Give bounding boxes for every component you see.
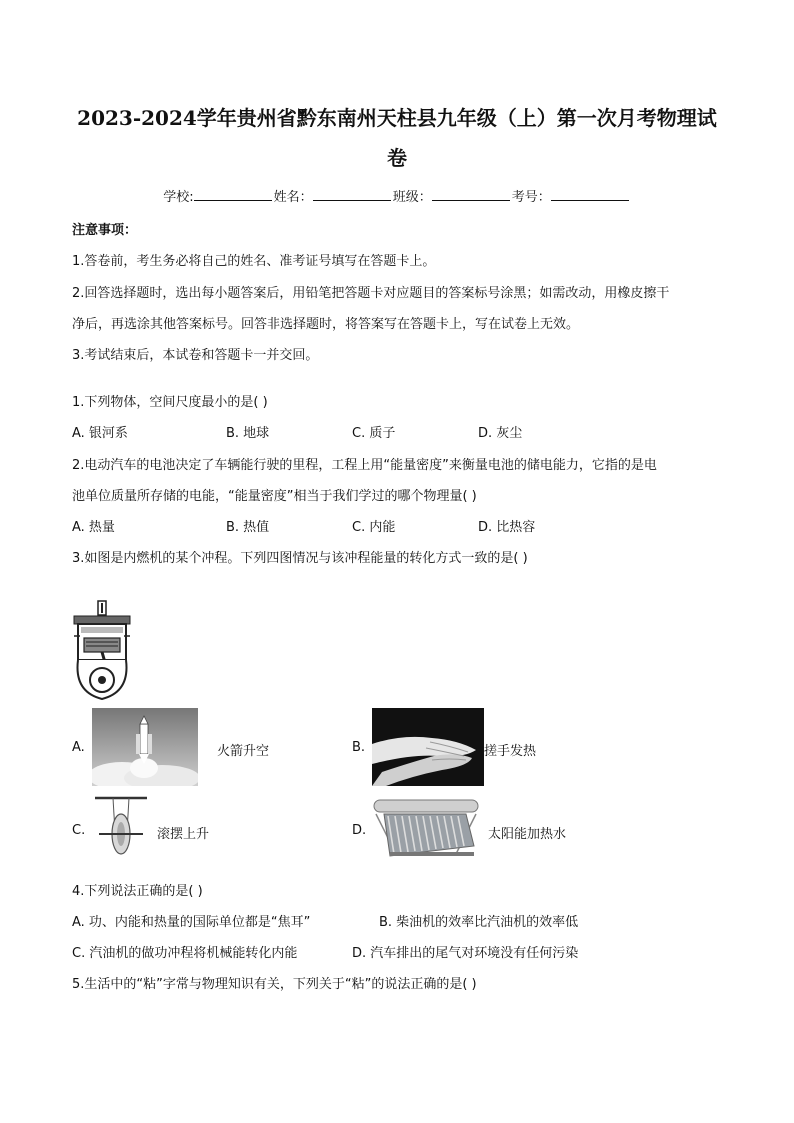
title-line-2: 卷	[387, 146, 407, 170]
note-2-line-1: 2.回答选择题时，选出每小题答案后，用铅笔把答题卡对应题目的答案标号涂黑；如需改动，用橡皮擦干	[72, 286, 670, 301]
q3-option-b-caption: 搓手发热	[484, 744, 537, 759]
student-info-row	[0, 186, 794, 205]
q2-stem-line-2: 池单位质量所存储的电能，“能量密度”相当于我们学过的哪个物理量( )	[72, 489, 477, 504]
note-3: 3.考试结束后，本试卷和答题卡一并交回。	[72, 348, 319, 363]
note-2-line-2: 净后，再选涂其他答案标号。回答非选择题时，将答案写在答题卡上，写在试卷上无效。	[72, 317, 580, 332]
title-line-1: 2023-2024学年贵州省黔东南州天柱县九年级（上）第一次月考物理试	[77, 106, 717, 130]
engine-stroke-figure	[70, 600, 136, 702]
class-blank[interactable]	[432, 188, 510, 201]
school-blank[interactable]	[194, 188, 272, 201]
q2-option-d: D. 比热容	[478, 520, 536, 535]
q1-option-c: C. 质子	[352, 426, 396, 441]
q4-option-b: B. 柴油机的效率比汽油机的效率低	[379, 915, 579, 930]
q4-option-a: A. 功、内能和热量的国际单位都是“焦耳”	[72, 915, 311, 930]
notes-heading: 注意事项：	[72, 223, 138, 238]
name-blank[interactable]	[313, 188, 391, 201]
q2-option-b: B. 热值	[226, 520, 270, 535]
q1-option-b: B. 地球	[226, 426, 270, 441]
q3-option-a-letter: A.	[72, 740, 85, 755]
name-label: 姓名：	[273, 190, 313, 205]
q3-option-d-caption: 太阳能加热水	[488, 827, 567, 842]
q4-option-c: C. 汽油机的做功冲程将机械能转化内能	[72, 946, 298, 961]
note-1: 1.答卷前，考生务必将自己的姓名、准考证号填写在答题卡上。	[72, 254, 436, 269]
solar-water-heater-image	[370, 796, 482, 862]
exam-title	[60, 98, 734, 178]
q1-option-a: A. 银河系	[72, 426, 128, 441]
q5-stem: 5.生活中的“粘”字常与物理知识有关，下列关于“粘”的说法正确的是( )	[72, 977, 477, 992]
rocket-launch-image	[92, 708, 198, 786]
number-label: 考号：	[511, 190, 551, 205]
class-label: 班级：	[392, 190, 432, 205]
q3-option-b-letter: B.	[352, 740, 366, 755]
rubbing-hands-image	[372, 708, 484, 786]
school-label: 学校:	[163, 190, 194, 205]
q2-stem-line-1: 2.电动汽车的电池决定了车辆能行驶的里程，工程上用“能量密度”来衡量电池的储电能力，它指的是电	[72, 458, 657, 473]
q4-option-d: D. 汽车排出的尾气对环境没有任何污染	[352, 946, 579, 961]
q2-option-c: C. 内能	[352, 520, 396, 535]
q1-option-d: D. 灰尘	[478, 426, 523, 441]
number-blank[interactable]	[551, 188, 629, 201]
q3-option-d-letter: D.	[352, 823, 367, 838]
q3-option-a-caption: 火箭升空	[217, 744, 270, 759]
q3-option-c-letter: C.	[72, 823, 86, 838]
q1-stem: 1.下列物体，空间尺度最小的是( )	[72, 395, 268, 410]
q3-stem: 3.如图是内燃机的某个冲程。下列四图情况与该冲程能量的转化方式一致的是( )	[72, 551, 528, 566]
q3-option-c-caption: 滚摆上升	[157, 827, 210, 842]
q4-stem: 4.下列说法正确的是( )	[72, 884, 203, 899]
maxwell-pendulum-image	[93, 796, 149, 862]
q2-option-a: A. 热量	[72, 520, 115, 535]
